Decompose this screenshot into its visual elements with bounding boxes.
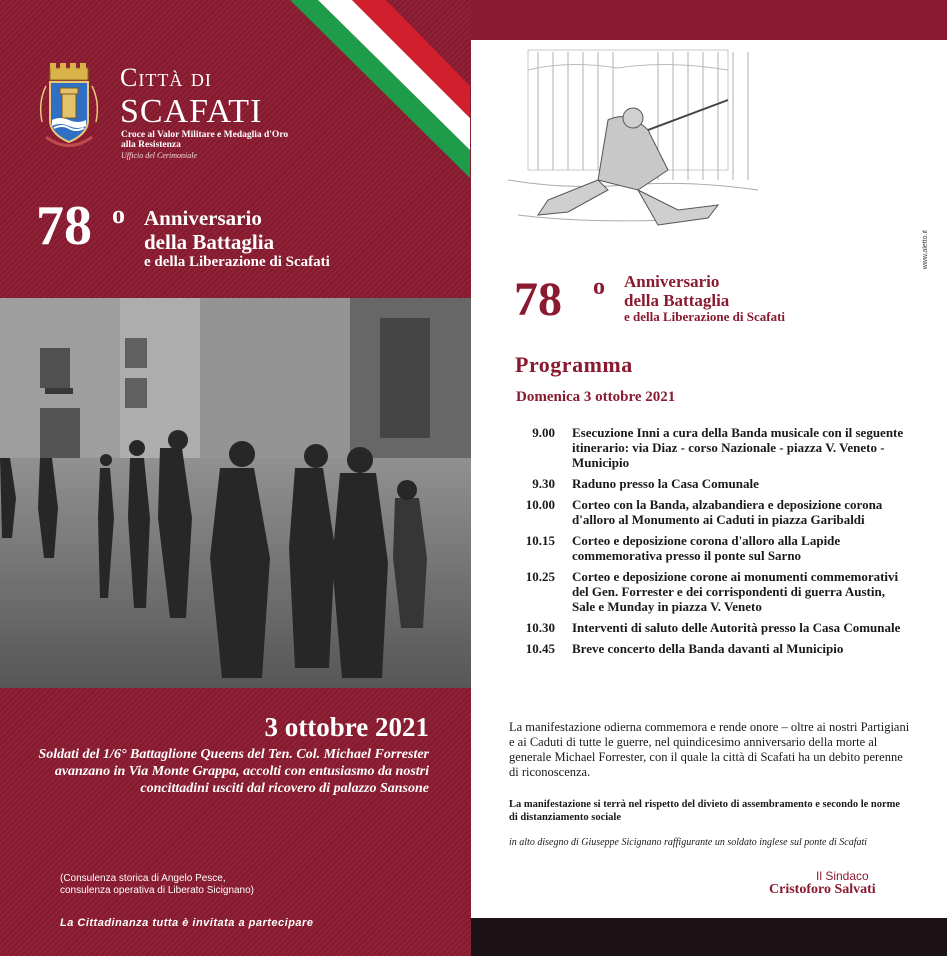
program-title: Programma: [515, 352, 633, 377]
schedule-time: 9.00: [532, 425, 555, 440]
sketch-credit: in alto disegno di Giuseppe Sicignano raffigurante un soldato inglese sul ponte di Scafati: [509, 837, 868, 848]
schedule-item: [508, 497, 908, 527]
historical-photo: [0, 298, 471, 688]
event-date: 3 ottobre 2021: [264, 712, 429, 742]
city-title: Città di: [120, 63, 212, 92]
credits-line-2: consulenza operativa di Liberato Sicignano): [60, 885, 255, 896]
top-bar: [471, 0, 947, 40]
anniversary-superscript: o: [112, 200, 125, 229]
city-medals: Croce al Valor Militare e Medaglia d'Oro alla Resistenza: [121, 130, 289, 150]
schedule-item: [508, 533, 908, 563]
schedule-item: [508, 641, 908, 656]
schedule-text: Corteo e deposizione corona d'alloro alla Lapide commemorativa presso il ponte sul Sarno: [572, 533, 841, 563]
right-anniversary-line-3: e della Liberazione di Scafati: [624, 309, 786, 324]
schedule-item: [508, 569, 908, 614]
city-name: SCAFATI: [120, 93, 263, 130]
schedule-time: 10.30: [525, 620, 555, 635]
bottom-bar: [471, 918, 947, 956]
city-crest-icon: [36, 62, 102, 157]
schedule-list: [508, 425, 908, 662]
schedule-text: Corteo e deposizione corone ai monumenti commemorativi del Gen. Forrester e dei corrispondenti di guerra Austin, Sale e Munday in piazza V. Veneto: [572, 569, 899, 614]
schedule-item: [508, 620, 908, 635]
schedule-text: Raduno presso la Casa Comunale: [572, 476, 759, 491]
right-anniversary-line-2: della Battaglia: [624, 291, 730, 310]
right-anniversary-number: 78: [514, 273, 562, 326]
invitation: La Cittadinanza tutta è invitata a partecipare: [60, 917, 314, 929]
anniversary-line-1: Anniversario: [144, 206, 262, 230]
city-office: Ufficio del Cerimoniale: [121, 151, 197, 160]
italian-flag-ribbon: [290, 0, 480, 180]
schedule-item: [508, 425, 908, 470]
photo-caption: Soldati del 1/6° Battaglione Queens del Ten. Col. Michael Forrester avanzano in Via Monte Grappa, accolti con entusiasmo da nostri concittadini usciti dal ricovero di palazzo Sansone: [38, 747, 429, 796]
schedule-time: 10.00: [525, 497, 555, 512]
schedule-text: Breve concerto della Banda davanti al Municipio: [572, 641, 844, 656]
intro-paragraph: La manifestazione odierna commemora e rende onore – oltre ai nostri Partigiani e ai Caduti di tutte le guerre, nel quindicesimo anniversario della morte al generale Michael Forrester, con il quale la città di Scafati ha un debito perenne di riconoscenza.: [509, 720, 910, 779]
soldier-sketch: [508, 40, 770, 235]
schedule-text: Esecuzione Inni a cura della Banda musicale con il seguente itinerario: via Diaz - corso Nazionale - piazza V. Veneto - Municipio: [572, 425, 904, 470]
schedule-time: 10.25: [525, 569, 555, 584]
schedule-time: 9.30: [532, 476, 555, 491]
schedule-item: [508, 476, 908, 491]
anniversary-number: 78: [36, 195, 92, 257]
right-anniversary-line-1: Anniversario: [624, 272, 720, 291]
credits-line-1: (Consulenza storica di Angelo Pesce,: [60, 873, 226, 884]
schedule-text: Corteo con la Banda, alzabandiera e deposizione corona d'alloro al Monumento ai Caduti in piazza Garibaldi: [572, 497, 883, 527]
anniversary-line-3: e della Liberazione di Scafati: [144, 254, 330, 270]
schedule-time: 10.15: [525, 533, 555, 548]
program-date: Domenica 3 ottobre 2021: [516, 389, 676, 405]
right-anniversary-superscript: o: [593, 274, 605, 300]
schedule-text: Interventi di saluto delle Autorità presso la Casa Comunale: [572, 620, 901, 635]
mayor-name: Cristoforo Salvati: [769, 882, 876, 897]
anniversary-line-2: della Battaglia: [144, 230, 275, 254]
vertical-credit: www.aletto.it: [922, 230, 929, 270]
schedule-time: 10.45: [525, 641, 555, 656]
distancing-notice: La manifestazione si terrà nel rispetto del divieto di assembramento e secondo le norme di distanziamento sociale: [509, 799, 901, 823]
credits: [60, 873, 254, 897]
mayor-role: Il Sindaco: [816, 869, 869, 883]
